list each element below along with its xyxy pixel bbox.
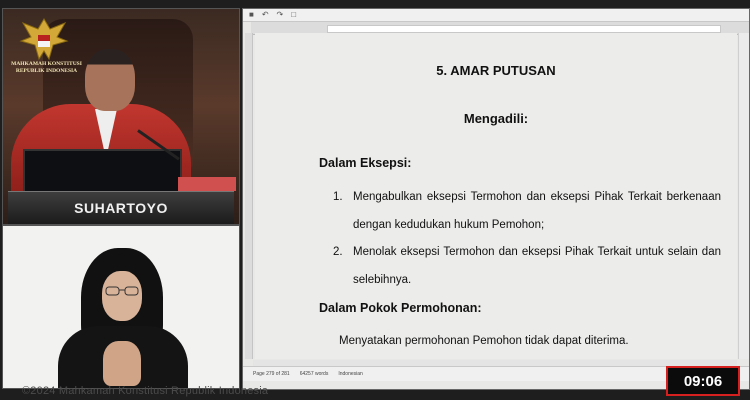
verdict-paragraph: Menyatakan permohonan Pemohon tidak dapat diterima. [339,335,629,347]
undo-icon[interactable]: ↶ [261,10,269,19]
sign-interpreter-panel [2,225,240,389]
section-title-pokok-permohonan: Dalam Pokok Permohonan: [319,301,482,315]
language-indicator[interactable]: Indonesian [338,371,363,377]
document-heading: 5. AMAR PUTUSAN [436,63,556,78]
document-page [255,33,737,359]
judge-head [85,49,135,111]
emblem-caption-line2: REPUBLIK INDONESIA [15,67,78,74]
emblem-caption-line1: MAHKAMAH KONSTITUSI [11,61,82,67]
list-item-number: 1. [333,191,343,203]
desk-monitor [23,149,182,193]
document-icon[interactable]: □ [291,10,297,19]
timer-value: 09:06 [683,372,723,390]
list-item [333,238,721,294]
list-item-text: Menolak eksepsi Termohon dan eksepsi Pihak Terkait untuk selain dan selebihnya. [353,246,721,286]
desk-paper [178,177,236,191]
list-item-text: Mengabulkan eksepsi Termohon dan eksepsi Pihak Terkait berkenaan dengan kedudukan hukum Pemohon; [353,191,721,231]
word-count[interactable]: 64257 words [299,371,329,377]
judge-video-panel [2,8,240,225]
quick-access-toolbar [243,9,749,22]
countdown-timer [666,366,740,396]
page-count[interactable]: Page 279 of 281 [253,371,290,377]
list-item-number: 2. [333,246,343,258]
judge-nameplate [8,191,234,224]
document-subheading: Mengadili: [463,111,529,126]
section-title-eksepsi: Dalam Eksepsi: [319,156,412,170]
ruler-scale [327,25,721,33]
vertical-ruler [245,33,253,359]
judge-name: SUHARTOYO [74,200,168,216]
document-window [242,8,750,390]
copyright-watermark: ©2024 Mahkamah Konstitusi Republik Indonesia [22,385,269,397]
interpreter-face [102,271,142,321]
interpreter-hands [103,341,141,386]
interpreter-glasses-icon [104,286,140,296]
save-icon[interactable]: ■ [249,10,254,19]
vertical-scrollbar[interactable] [738,33,749,359]
emblem-caption [9,61,84,74]
redo-icon[interactable]: ↷ [276,10,284,19]
list-item [333,183,721,239]
